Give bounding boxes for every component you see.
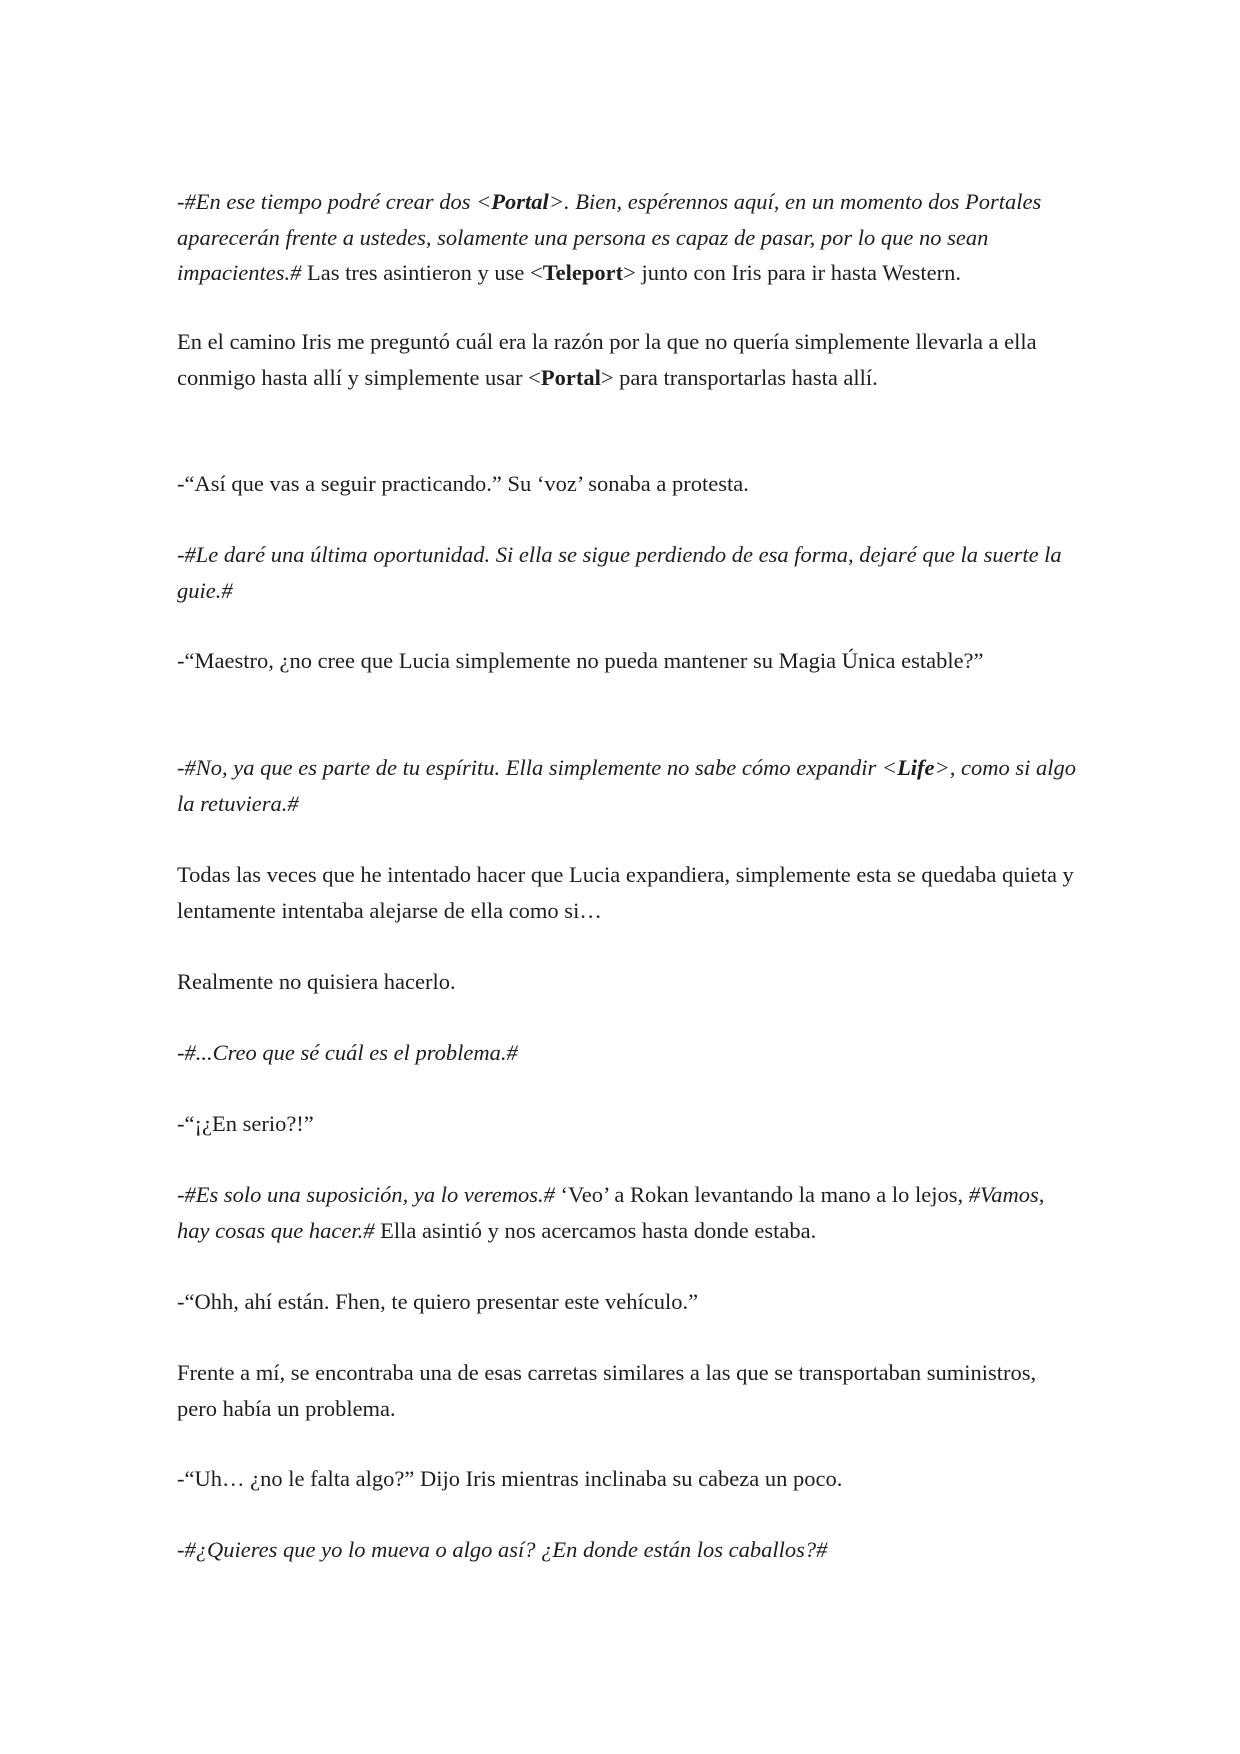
paragraph-text: -#¿Quieres que yo lo mueva o algo así? ¿En donde están los caballos?#: [177, 1537, 828, 1562]
paragraph-text: Teleport: [542, 260, 624, 285]
paragraph-text: -#En ese tiempo podré crear dos <: [177, 189, 492, 214]
paragraph: [177, 537, 1077, 608]
paragraph-text: > junto con Iris para ir hasta Western.: [623, 260, 962, 285]
paragraph: [177, 1177, 1077, 1248]
paragraph-text: Portal: [491, 189, 549, 214]
paragraph: [177, 643, 1077, 679]
paragraph-text: -#Le daré una última oportunidad. Si ella se sigue perdiendo de esa forma, dejaré que la suerte la guie.#: [177, 542, 1062, 603]
paragraph-text: -#...Creo que sé cuál es el problema.#: [177, 1040, 518, 1065]
paragraph-text: -#Es solo una suposición, ya lo veremos.#: [177, 1182, 555, 1207]
paragraph: [177, 1461, 1077, 1497]
paragraph-text: >. Bien, espérennos aquí, en un momento dos Portales aparecerán frente a ustedes, solamente una persona es capaz de pasar, por lo que no sean impacientes.#: [177, 189, 1042, 285]
paragraph-text: En el camino Iris me preguntó cuál era la razón por la que no quería simplemente llevarla a ella conmigo hasta allí y simplemente usar <: [177, 329, 1037, 390]
paragraph: [177, 1106, 1077, 1142]
paragraph-text: -#No, ya que es parte de tu espíritu. Ella simplemente no sabe cómo expandir <: [177, 755, 898, 780]
paragraph: [177, 324, 1077, 395]
paragraph-text: Frente a mí, se encontraba una de esas carretas similares a las que se transportaban suministros, pero había un problema.: [177, 1360, 1037, 1421]
paragraph-text: Las tres asintieron y use <: [301, 260, 543, 285]
paragraph-text: Life: [897, 755, 935, 780]
paragraph: [177, 750, 1077, 821]
paragraph-text: -“Así que vas a seguir practicando.” Su ‘voz’ sonaba a protesta.: [177, 471, 749, 496]
paragraph-text: >, como si algo la retuviera.#: [177, 755, 1076, 816]
paragraph-text: -“Maestro, ¿no cree que Lucia simplemente no pueda mantener su Magia Única estable?”: [177, 648, 984, 673]
paragraph-text: Realmente no quisiera hacerlo.: [177, 969, 456, 994]
paragraph: [177, 964, 1077, 1000]
paragraph: [177, 857, 1077, 928]
paragraph-text: Portal: [540, 364, 601, 390]
paragraph-text: -“Ohh, ahí están. Fhen, te quiero presentar este vehículo.”: [177, 1289, 699, 1314]
paragraph-text: ‘Veo’ a Rokan levantando la mano a lo lejos,: [554, 1182, 969, 1207]
paragraph: [177, 1532, 1077, 1568]
paragraph-text: -“Uh… ¿no le falta algo?” Dijo Iris mientras inclinaba su cabeza un poco.: [177, 1466, 843, 1491]
paragraph: [177, 1355, 1077, 1426]
paragraph: [177, 466, 1077, 502]
paragraph: [177, 184, 1077, 291]
paragraph-text: Todas las veces que he intentado hacer que Lucia expandiera, simplemente esta se quedaba quieta y lentamente intentaba alejarse de ella como si…: [177, 862, 1074, 923]
paragraph: [177, 1284, 1077, 1320]
paragraph: [177, 1035, 1077, 1071]
paragraph-text: Ella asintió y nos acercamos hasta donde estaba.: [374, 1217, 817, 1243]
paragraph-text: #Vamos, hay cosas que hacer.#: [177, 1182, 1045, 1243]
paragraph-text: > para transportarlas hasta allí.: [600, 364, 878, 390]
paragraph-text: -“¡¿En serio?!”: [177, 1111, 314, 1136]
